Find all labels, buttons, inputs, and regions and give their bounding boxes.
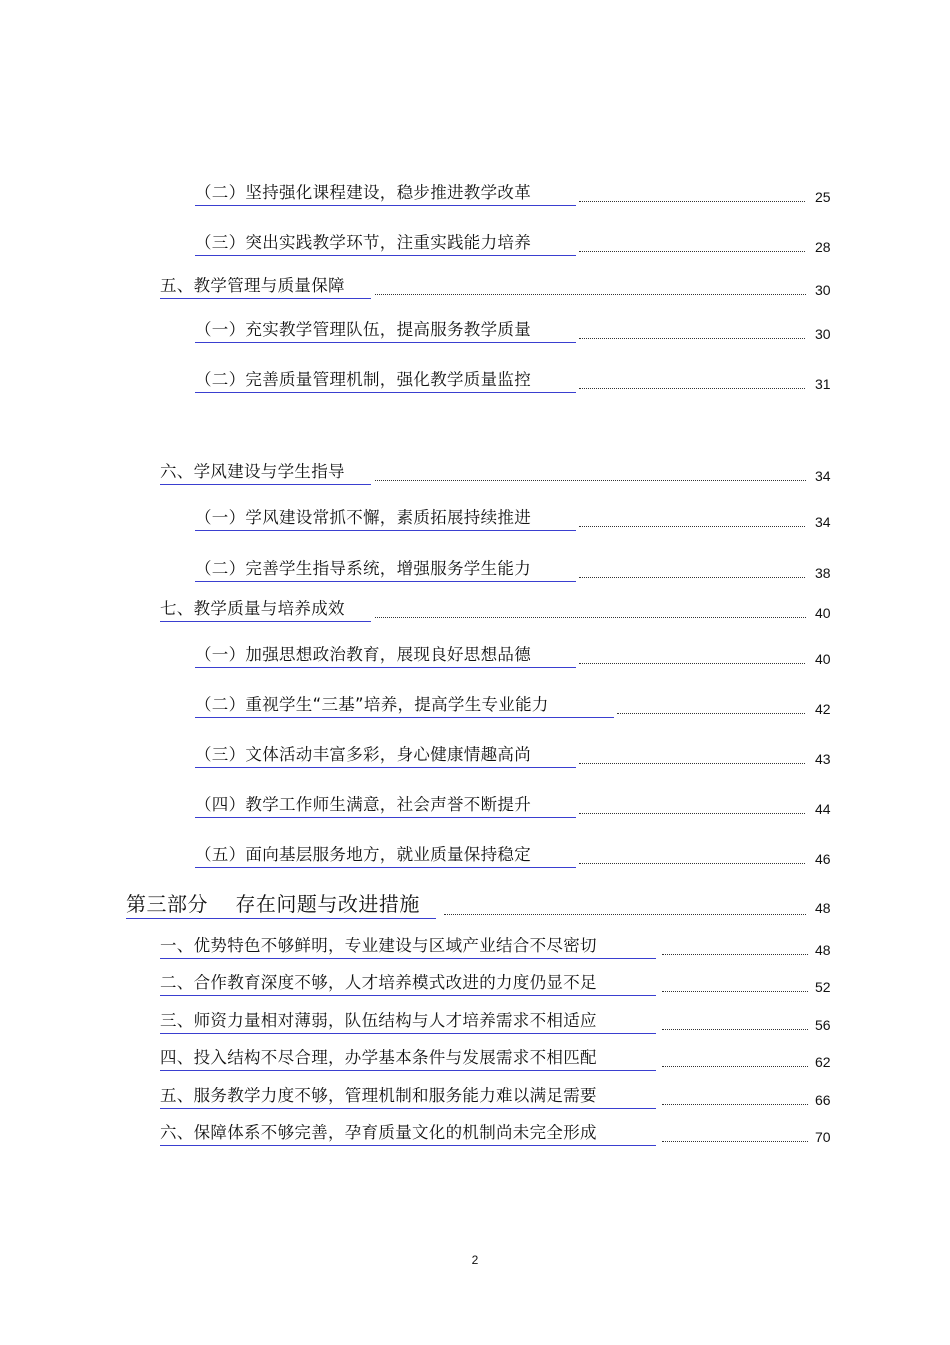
- toc-leader: [617, 713, 805, 714]
- toc-page-number: 46: [815, 851, 831, 867]
- toc-entry[interactable]: [160, 1047, 835, 1071]
- toc-entry[interactable]: [195, 232, 835, 256]
- toc-page-number: 42: [815, 701, 831, 717]
- toc-page-number: 62: [815, 1054, 831, 1070]
- toc-section-title[interactable]: 第三部分 存在问题与改进措施: [126, 891, 436, 919]
- toc-leader: [444, 914, 806, 915]
- toc-leader: [375, 617, 806, 618]
- toc-entry[interactable]: [195, 694, 835, 718]
- toc-page-number: 38: [815, 565, 831, 581]
- toc-entry-title[interactable]: （二）完善质量管理机制，强化教学质量监控: [195, 369, 576, 393]
- toc-entry-title[interactable]: （二）重视学生“三基”培养，提高学生专业能力: [195, 694, 614, 718]
- toc-page-number: 70: [815, 1129, 831, 1145]
- toc-leader: [662, 1141, 808, 1142]
- toc-entry-title[interactable]: 三、师资力量相对薄弱，队伍结构与人才培养需求不相适应: [160, 1010, 656, 1034]
- toc-entry[interactable]: [195, 794, 835, 818]
- toc-entry[interactable]: [195, 844, 835, 868]
- toc-leader: [662, 991, 808, 992]
- toc-entry[interactable]: [160, 972, 835, 996]
- toc-leader: [579, 763, 805, 764]
- toc-entry[interactable]: [195, 744, 835, 768]
- toc-leader: [579, 663, 805, 664]
- toc-entry[interactable]: [195, 182, 835, 206]
- toc-entry-title[interactable]: 二、合作教育深度不够，人才培养模式改进的力度仍显不足: [160, 972, 656, 996]
- toc-page-number: 52: [815, 979, 831, 995]
- toc-entry[interactable]: [195, 644, 835, 668]
- toc-leader: [375, 294, 806, 295]
- toc-entry[interactable]: [195, 369, 835, 393]
- toc-page-number: 44: [815, 801, 831, 817]
- toc-entry[interactable]: [160, 461, 835, 485]
- toc-entry[interactable]: [160, 1010, 835, 1034]
- toc-page-number: 30: [815, 282, 831, 298]
- toc-entry-title[interactable]: （一）加强思想政治教育，展现良好思想品德: [195, 644, 576, 668]
- toc-page-number: 40: [815, 651, 831, 667]
- toc-entry-title[interactable]: 七、教学质量与培养成效: [160, 598, 371, 622]
- toc-page-number: 34: [815, 514, 831, 530]
- toc-page-number: 40: [815, 605, 831, 621]
- toc-leader: [662, 1029, 808, 1030]
- toc-entry-title[interactable]: （三）突出实践教学环节，注重实践能力培养: [195, 232, 576, 256]
- toc-entry-title[interactable]: （二）坚持强化课程建设，稳步推进教学改革: [195, 182, 576, 206]
- toc-entry-title[interactable]: 六、学风建设与学生指导: [160, 461, 371, 485]
- toc-entry-title[interactable]: （二）完善学生指导系统，增强服务学生能力: [195, 558, 576, 582]
- toc-entry-title[interactable]: 五、服务教学力度不够，管理机制和服务能力难以满足需要: [160, 1085, 656, 1109]
- toc-entry-title[interactable]: 四、投入结构不尽合理，办学基本条件与发展需求不相匹配: [160, 1047, 656, 1071]
- toc-leader: [662, 1066, 808, 1067]
- toc-entry-title[interactable]: （四）教学工作师生满意，社会声誉不断提升: [195, 794, 576, 818]
- toc-leader: [579, 813, 805, 814]
- toc-entry-title[interactable]: 一、优势特色不够鲜明，专业建设与区域产业结合不尽密切: [160, 935, 656, 959]
- toc-entry[interactable]: [195, 507, 835, 531]
- toc-entry[interactable]: [195, 558, 835, 582]
- toc-leader: [579, 863, 805, 864]
- toc-page-number: 28: [815, 239, 831, 255]
- toc-entry-title[interactable]: 五、教学管理与质量保障: [160, 275, 371, 299]
- toc-entry[interactable]: [195, 319, 835, 343]
- toc-page-number: 43: [815, 751, 831, 767]
- toc-entry[interactable]: [160, 275, 835, 299]
- toc-entry[interactable]: [160, 1122, 835, 1146]
- toc-page-number: 34: [815, 468, 831, 484]
- toc-leader: [579, 577, 805, 578]
- toc-leader: [579, 338, 805, 339]
- toc-leader: [579, 201, 805, 202]
- toc-leader: [662, 1104, 808, 1105]
- toc-leader: [579, 251, 805, 252]
- toc-page-number: 25: [815, 189, 831, 205]
- toc-page-number: 56: [815, 1017, 831, 1033]
- toc-page-number: 66: [815, 1092, 831, 1108]
- toc-entry[interactable]: [160, 598, 835, 622]
- toc-leader: [579, 526, 805, 527]
- toc-leader: [375, 480, 806, 481]
- toc-entry[interactable]: [160, 935, 835, 959]
- toc-page-number: 31: [815, 376, 831, 392]
- toc-entry[interactable]: [160, 1085, 835, 1109]
- toc-page-number: 48: [815, 900, 831, 916]
- toc-entry-title[interactable]: （三）文体活动丰富多彩，身心健康情趣高尚: [195, 744, 576, 768]
- toc-entry-title[interactable]: 六、保障体系不够完善，孕育质量文化的机制尚未完全形成: [160, 1122, 656, 1146]
- page-number: 2: [471, 1253, 479, 1267]
- toc-entry-title[interactable]: （一）充实教学管理队伍，提高服务教学质量: [195, 319, 576, 343]
- toc-section-entry[interactable]: [126, 891, 835, 919]
- toc-entry-title[interactable]: （五）面向基层服务地方，就业质量保持稳定: [195, 844, 576, 868]
- toc-leader: [579, 388, 805, 389]
- toc-leader: [662, 954, 808, 955]
- toc-page-number: 30: [815, 326, 831, 342]
- toc-page-number: 48: [815, 942, 831, 958]
- toc-entry-title[interactable]: （一）学风建设常抓不懈，素质拓展持续推进: [195, 507, 576, 531]
